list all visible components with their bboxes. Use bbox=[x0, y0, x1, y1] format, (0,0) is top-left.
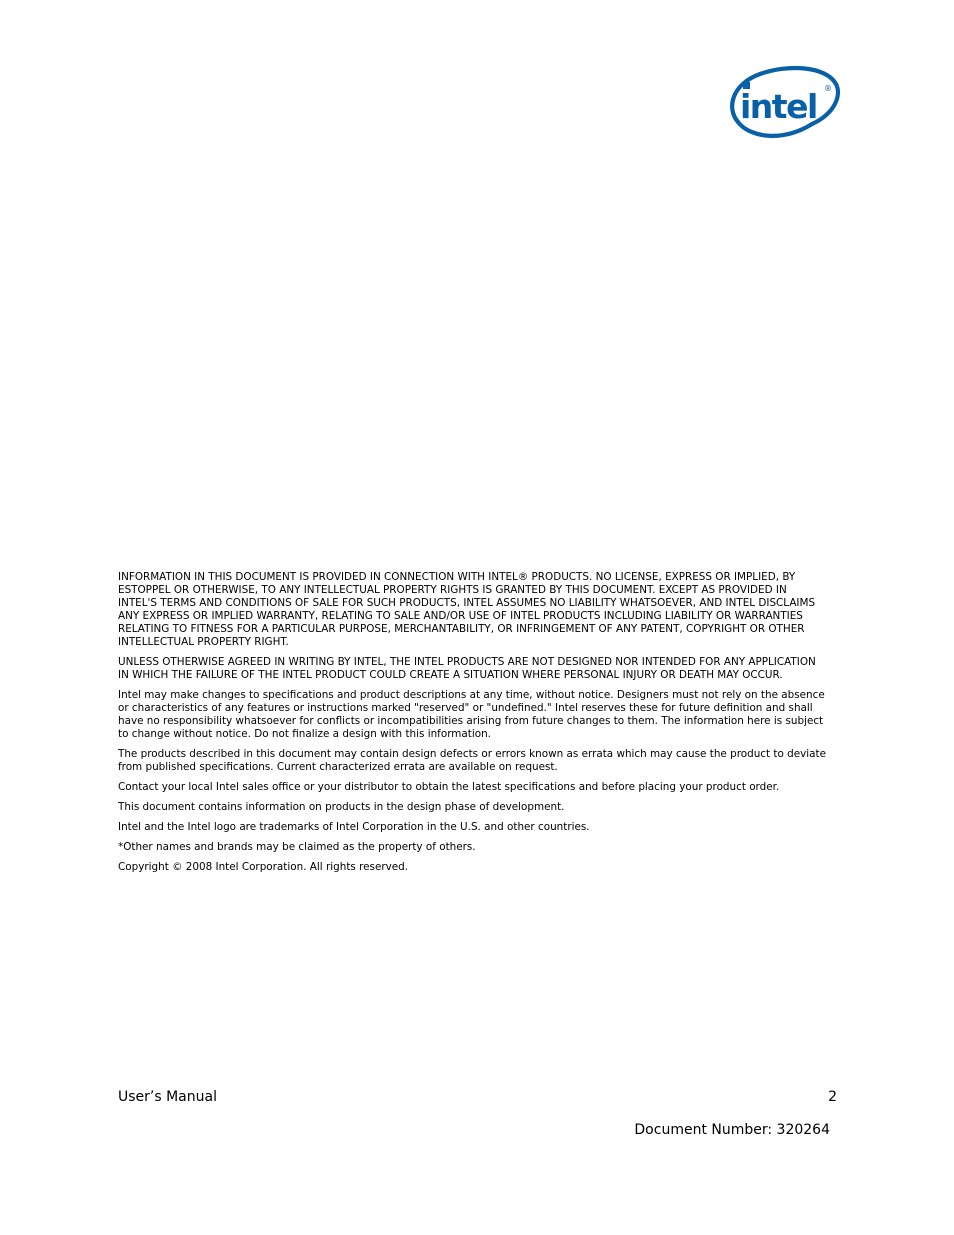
intel-logo bbox=[726, 62, 842, 140]
legal-paragraph: Intel may make changes to specifications and product descriptions at any time, without notice. Designers must not rely on the absence or characteristics of any features or instructions marked "reserved" or "undefined." Intel reserves these for future definition and shall have no responsibility whatsoever for conflicts or incompatibilities arising from future changes to them. The information here is subject to change without notice. Do not finalize a design with this information. bbox=[118, 689, 825, 740]
legal-paragraph: INFORMATION IN THIS DOCUMENT IS PROVIDED IN CONNECTION WITH INTEL® PRODUCTS. NO LICENSE, EXPRESS OR IMPLIED, BY ESTOPPEL OR OTHERWISE, TO ANY INTELLECTUAL PROPERTY RIGHTS IS GRANTED BY THIS DOCUMENT. EXCEPT AS PROVIDED IN INTEL'S TERMS AND CONDITIONS OF SALE FOR SUCH PRODUCTS, INTEL ASSUMES NO LIABILITY WHATSOEVER, AND INTEL DISCLAIMS ANY EXPRESS OR IMPLIED WARRANTY, RELATING TO SALE AND/OR USE OF INTEL PRODUCTS INCLUDING LIABILITY OR WARRANTIES RELATING TO FITNESS FOR A PARTICULAR PURPOSE, MERCHANTABILITY, OR INFRINGEMENT OF ANY PATENT, COPYRIGHT OR OTHER INTELLECTUAL PROPERTY RIGHT. bbox=[118, 571, 816, 648]
intel-wordmark: intel bbox=[740, 87, 817, 126]
legal-paragraph: Intel and the Intel logo are trademarks of Intel Corporation in the U.S. and other countries. bbox=[118, 821, 590, 833]
registered-mark: ® bbox=[824, 84, 832, 93]
legal-paragraph: This document contains information on products in the design phase of development. bbox=[118, 801, 565, 813]
legal-notice bbox=[118, 571, 826, 881]
footer-manual-label: User’s Manual bbox=[118, 1089, 217, 1105]
legal-paragraph: Contact your local Intel sales office or your distributor to obtain the latest specifications and before placing your product order. bbox=[118, 781, 780, 793]
intel-logo-icon bbox=[726, 62, 842, 140]
legal-paragraph: UNLESS OTHERWISE AGREED IN WRITING BY INTEL, THE INTEL PRODUCTS ARE NOT DESIGNED NOR INTENDED FOR ANY APPLICATION IN WHICH THE FAILURE OF THE INTEL PRODUCT COULD CREATE A SITUATION WHERE PERSONAL INJURY OR DEATH MAY OCCUR. bbox=[118, 656, 816, 681]
legal-paragraph: Copyright © 2008 Intel Corporation. All rights reserved. bbox=[118, 861, 409, 873]
footer-document-number: Document Number: 320264 bbox=[634, 1122, 830, 1138]
footer-page-number: 2 bbox=[828, 1089, 837, 1105]
legal-paragraph: The products described in this document may contain design defects or errors known as errata which may cause the product to deviate from published specifications. Current characterized errata are available on request. bbox=[118, 748, 826, 773]
legal-paragraph: *Other names and brands may be claimed as the property of others. bbox=[118, 841, 476, 853]
